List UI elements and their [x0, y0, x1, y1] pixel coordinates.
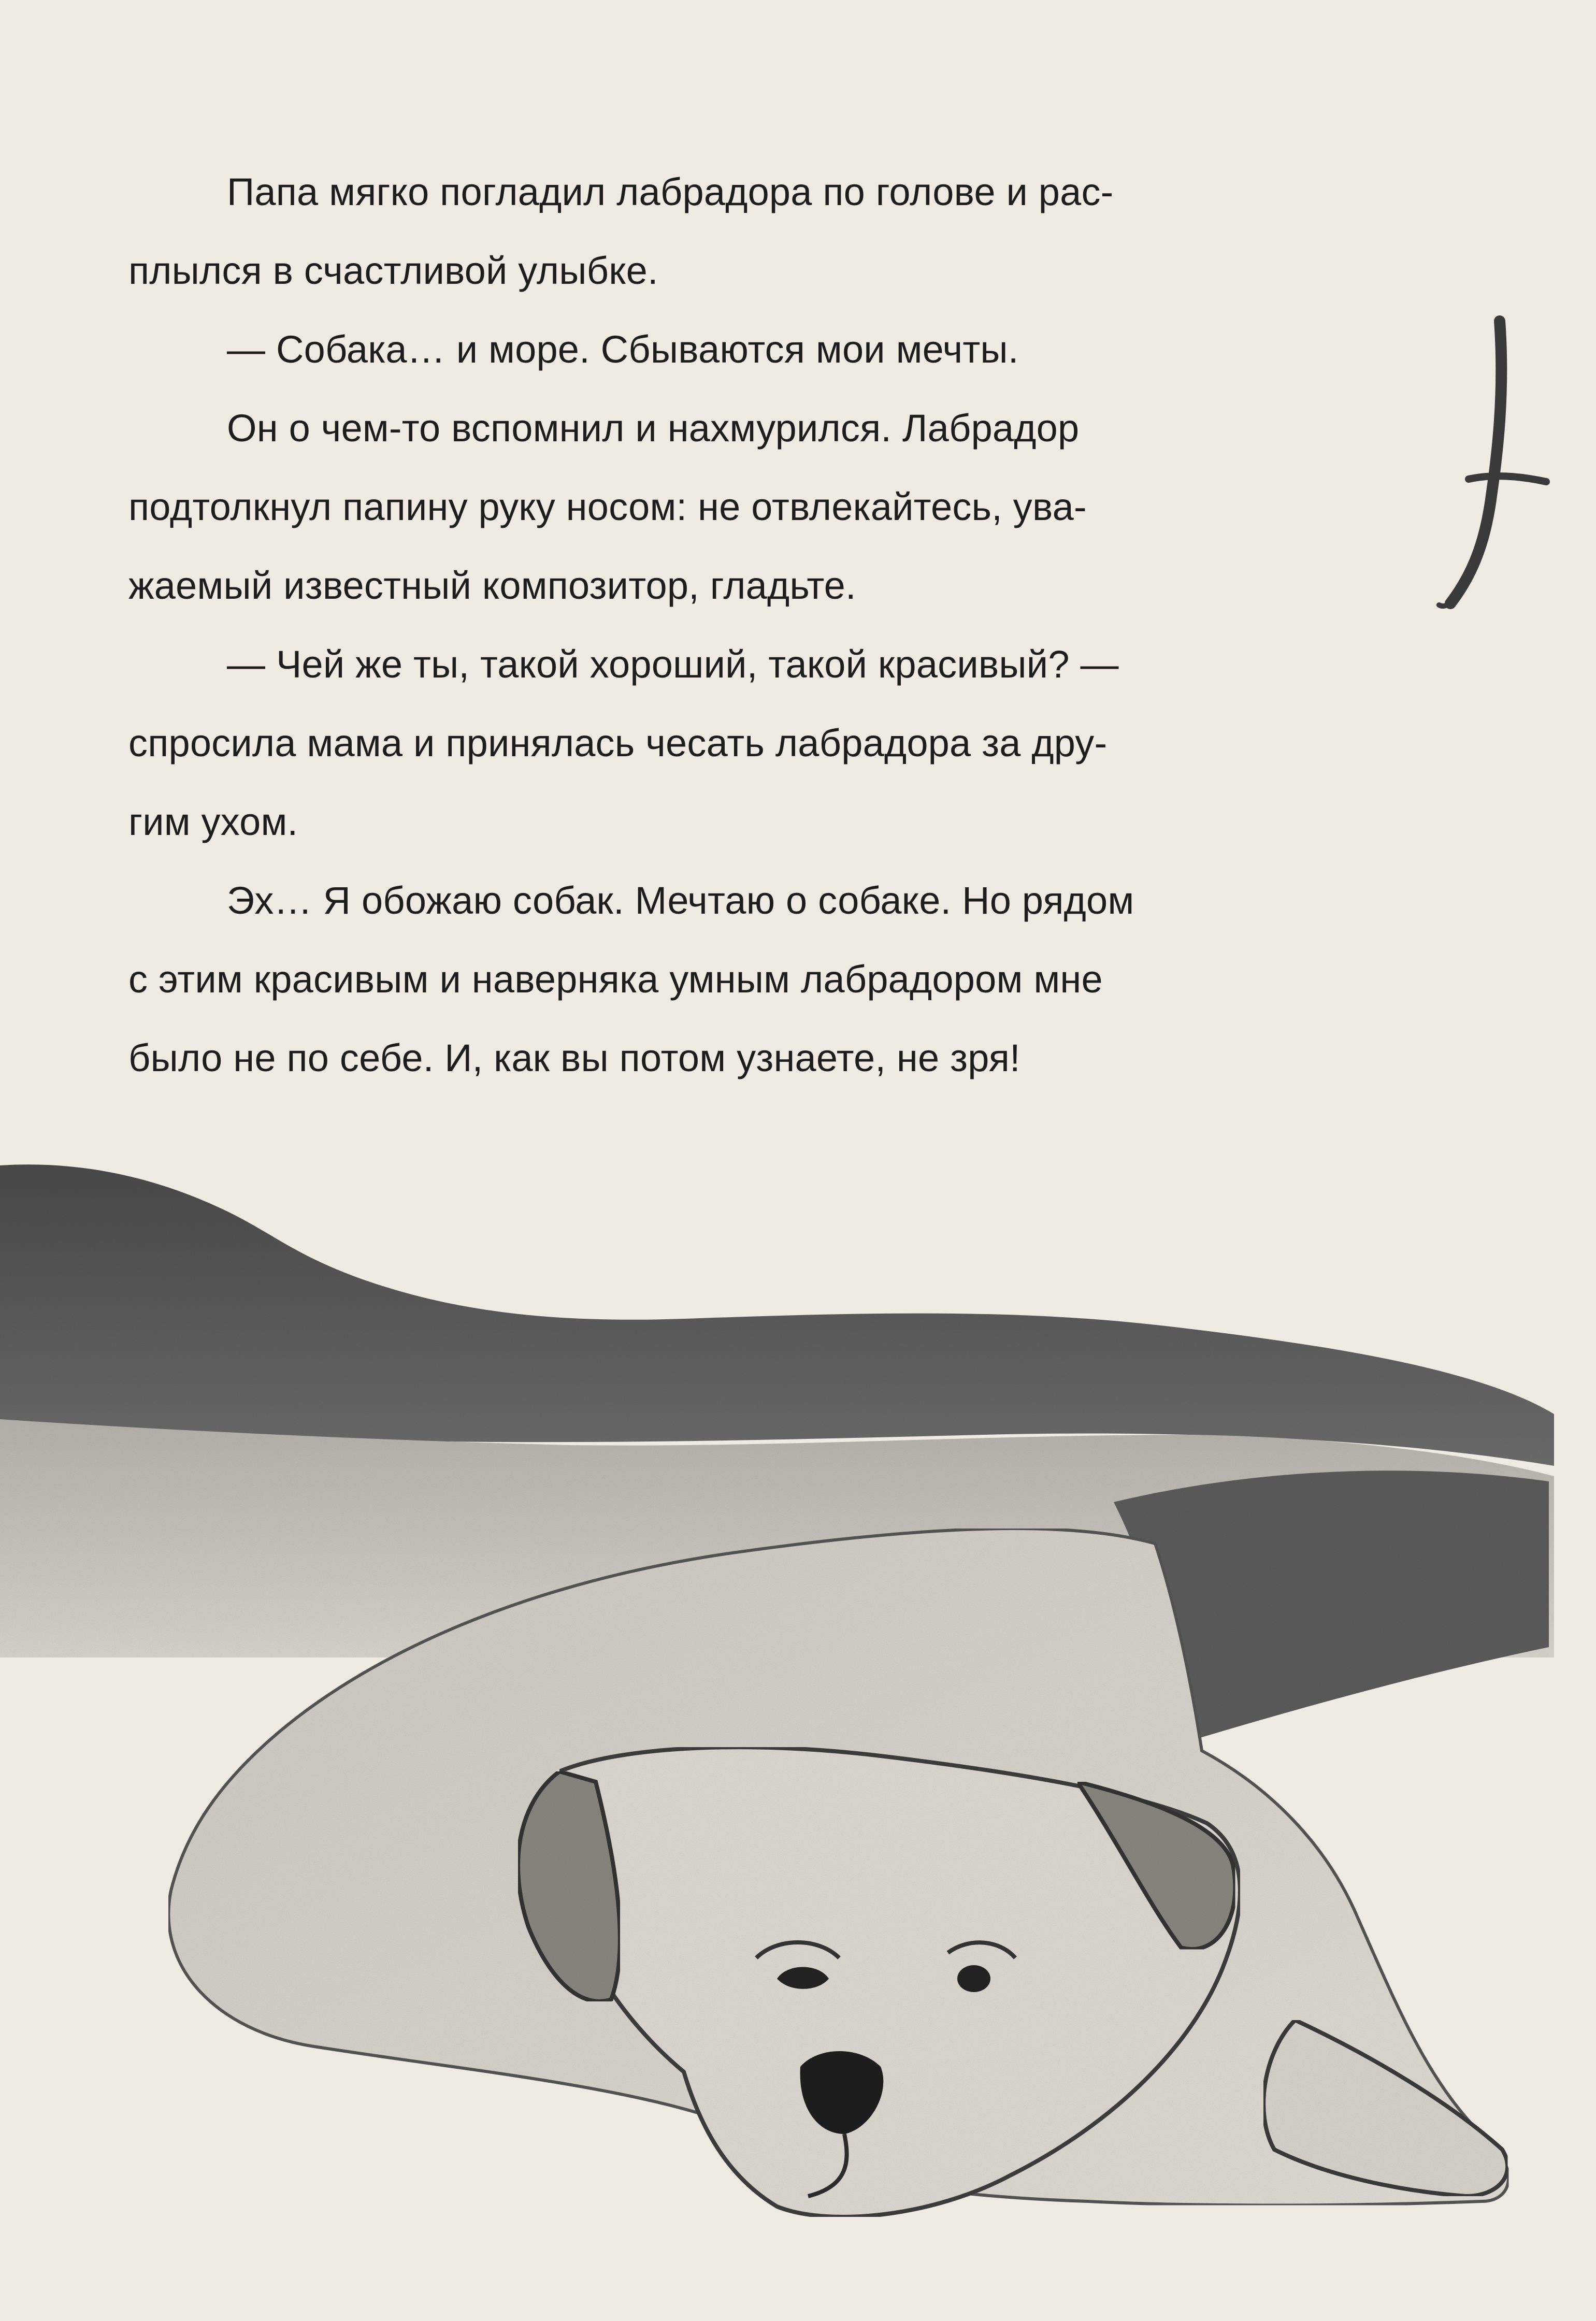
text-line: плылся в счастливой улыбке. [128, 249, 658, 292]
text-line: спросила мама и принялась чесать лабрадора за дру- [128, 722, 1108, 765]
text-line: — Собака… и море. Сбываются мои мечты. [227, 328, 1019, 371]
text-line: Эх… Я обожаю собак. Мечтаю о собаке. Но рядом [227, 879, 1134, 922]
hill-shape [0, 1164, 1554, 1466]
text-line: подтолкнул папину руку носом: не отвлекайтесь, ува- [128, 485, 1087, 528]
text-line: было не по себе. И, как вы потом узнаете, не зря! [128, 1036, 1020, 1079]
text-line: жаемый известный композитор, гладьте. [128, 564, 856, 607]
dog-eye-right [957, 1965, 990, 1992]
text-line: Он о чем-то вспомнил и нахмурился. Лабрадор [227, 407, 1080, 450]
text-line: — Чей же ты, такой хороший, такой красивый? — [227, 643, 1119, 686]
text-line: гим ухом. [128, 800, 298, 843]
text-line: Папа мягко погладил лабрадора по голове и рас- [227, 170, 1114, 213]
text-line: с этим красивым и наверняка умным лабрадором мне [128, 958, 1103, 1001]
